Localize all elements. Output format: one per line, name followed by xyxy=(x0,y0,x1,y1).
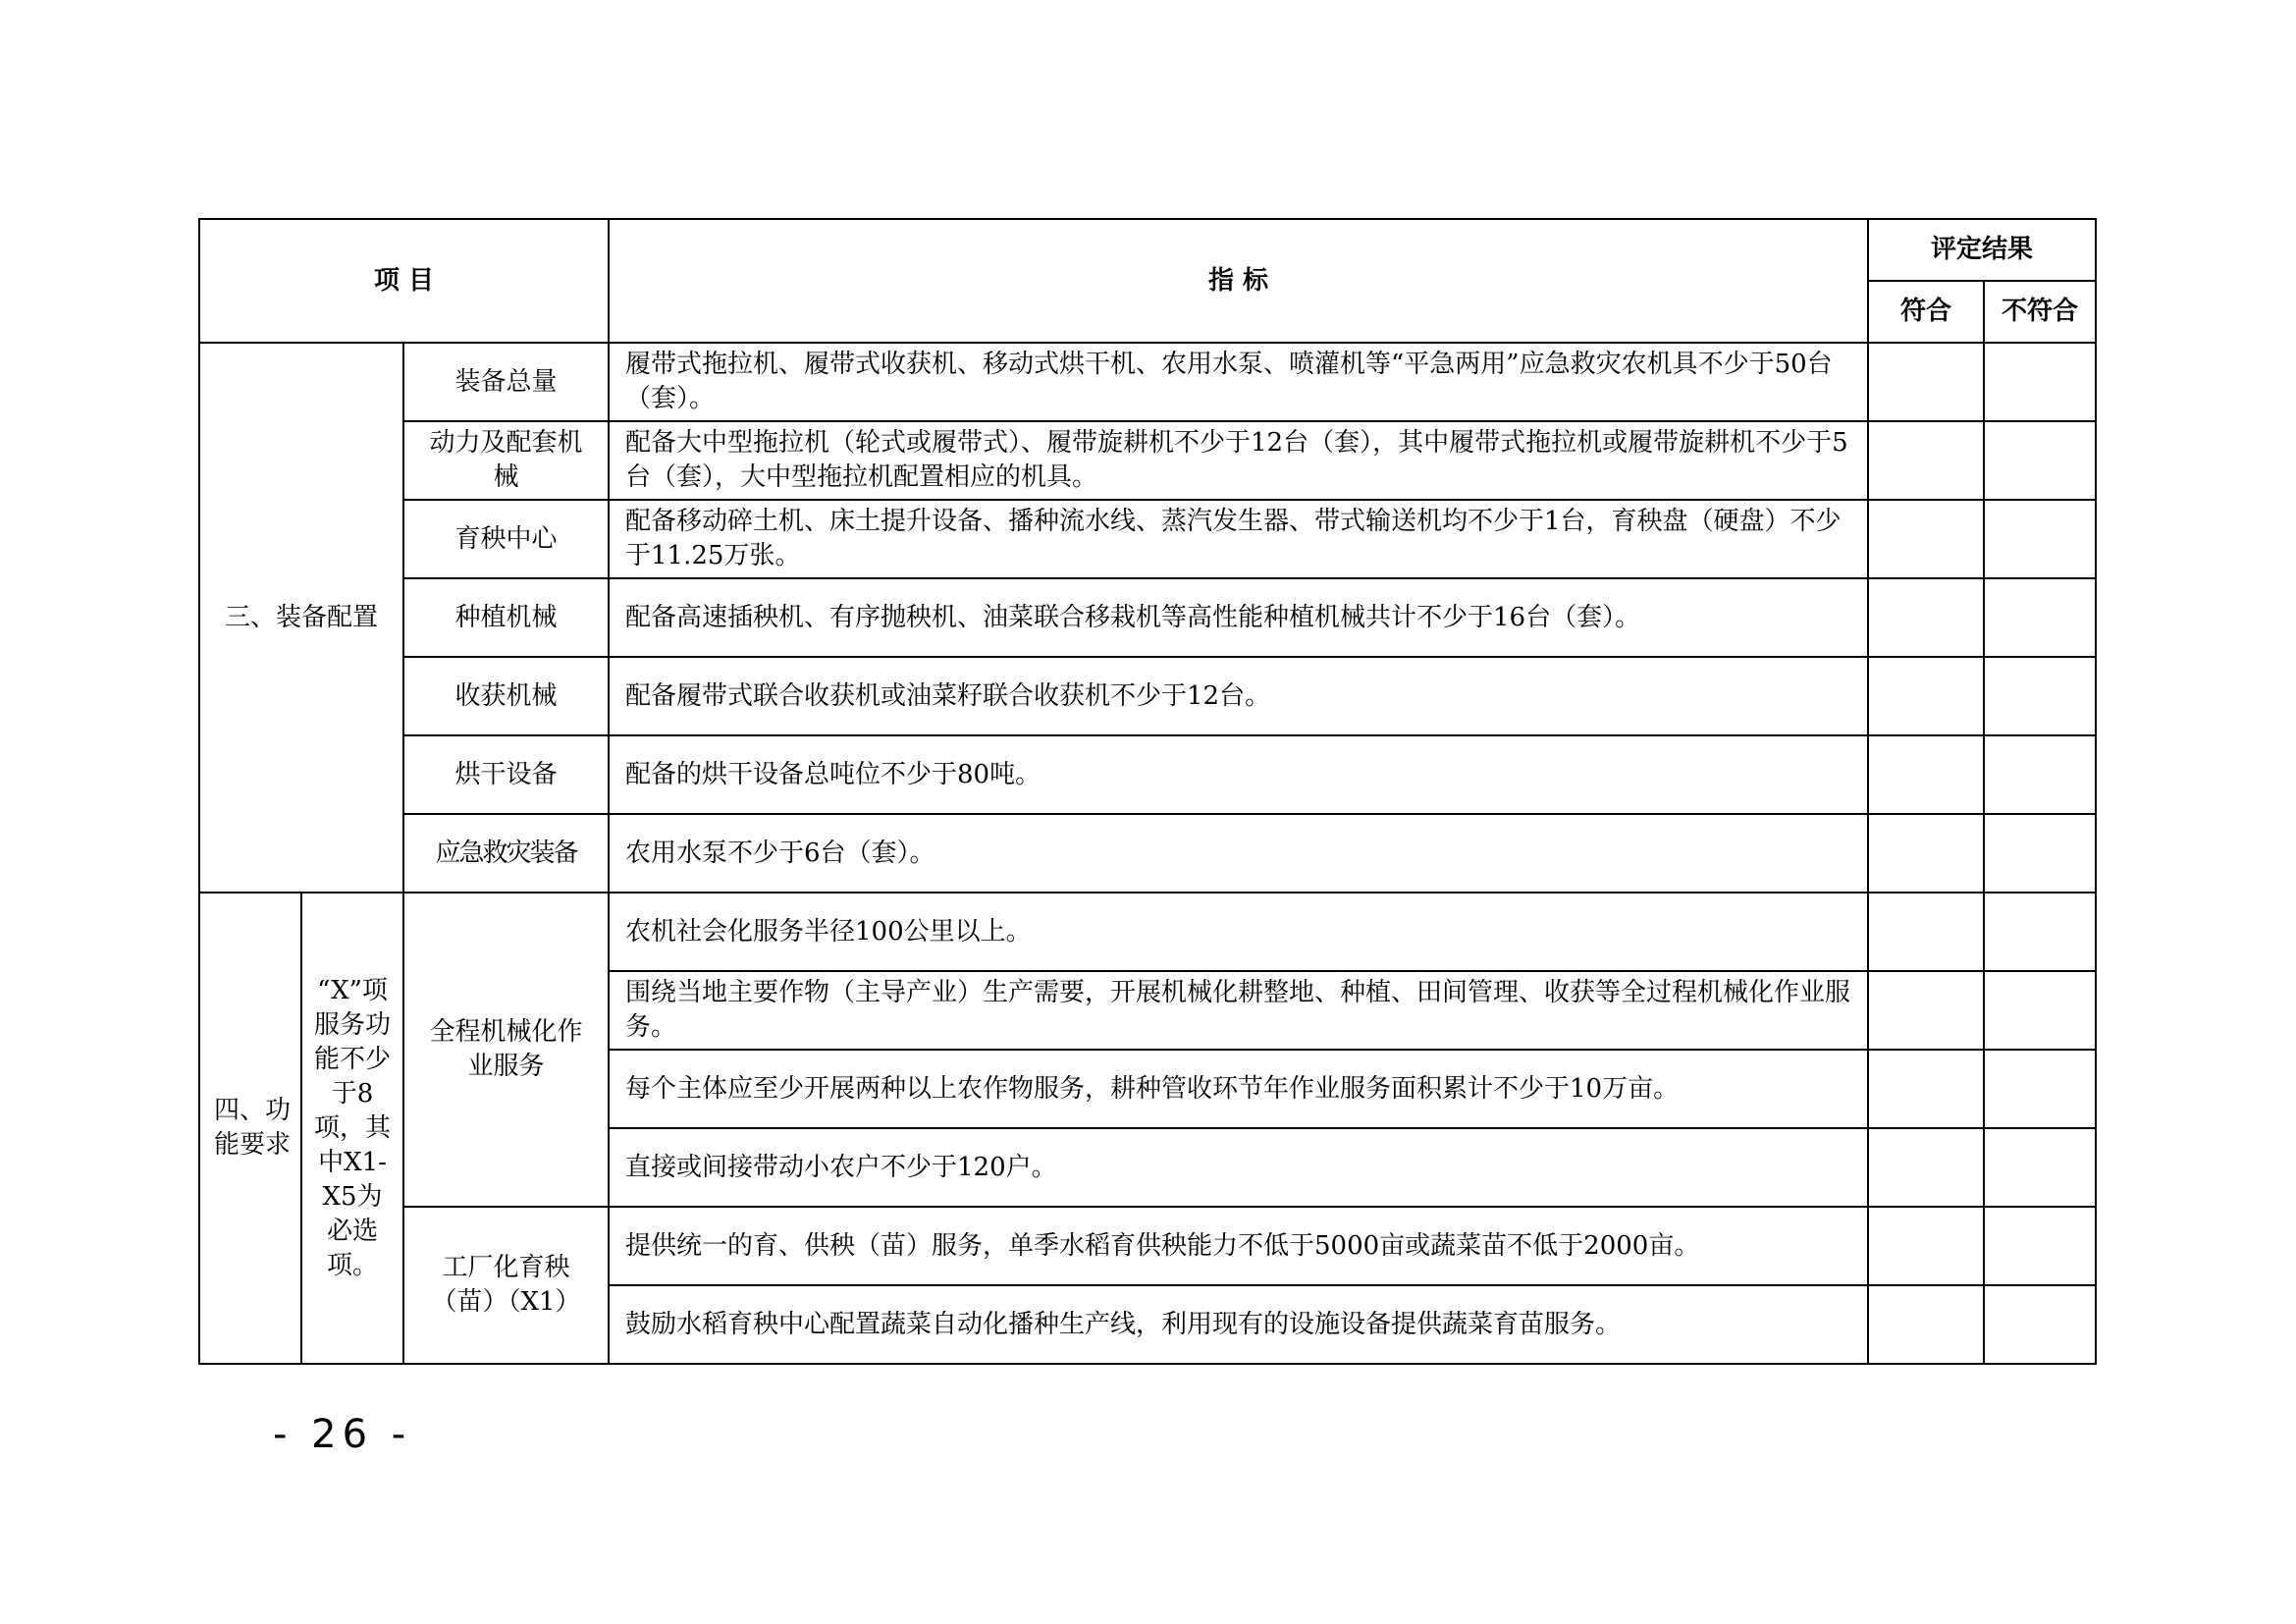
nonconform-checkbox-cell[interactable] xyxy=(1984,1285,2096,1364)
table-row xyxy=(199,421,2096,500)
header-item: 项 目 xyxy=(199,219,609,343)
evaluation-table xyxy=(198,218,2097,1365)
item-cell: 烘干设备 xyxy=(403,735,609,814)
conform-checkbox-cell[interactable] xyxy=(1868,500,1984,578)
table-row xyxy=(199,343,2096,421)
nonconform-checkbox-cell[interactable] xyxy=(1984,578,2096,657)
conform-checkbox-cell[interactable] xyxy=(1868,893,1984,971)
table-row xyxy=(199,893,2096,971)
section-label: 三、装备配置 xyxy=(199,343,403,893)
nonconform-checkbox-cell[interactable] xyxy=(1984,1207,2096,1285)
item-cell: 收获机械 xyxy=(403,657,609,735)
nonconform-checkbox-cell[interactable] xyxy=(1984,735,2096,814)
header-result: 评定结果 xyxy=(1868,219,2096,281)
item-cell: 种植机械 xyxy=(403,578,609,657)
indicator-cell: 提供统一的育、供秧（苗）服务，单季水稻育供秧能力不低于5000亩或蔬菜苗不低于2000亩。 xyxy=(609,1207,1868,1285)
indicator-cell: 配备移动碎土机、床土提升设备、播种流水线、蒸汽发生器、带式输送机均不少于1台，育秧盘（硬盘）不少于11.25万张。 xyxy=(609,500,1868,578)
table-row xyxy=(199,735,2096,814)
indicator-cell: 配备履带式联合收获机或油菜籽联合收获机不少于12台。 xyxy=(609,657,1868,735)
conform-checkbox-cell[interactable] xyxy=(1868,1207,1984,1285)
conform-checkbox-cell[interactable] xyxy=(1868,735,1984,814)
item-cell: 工厂化育秧（苗）（X1） xyxy=(403,1207,609,1364)
item-cell: 育秧中心 xyxy=(403,500,609,578)
header-conform: 符合 xyxy=(1868,281,1984,343)
conform-checkbox-cell[interactable] xyxy=(1868,1050,1984,1128)
table-row xyxy=(199,1207,2096,1285)
nonconform-checkbox-cell[interactable] xyxy=(1984,421,2096,500)
indicator-cell: 配备大中型拖拉机（轮式或履带式）、履带旋耕机不少于12台（套），其中履带式拖拉机或履带旋耕机不少于5台（套），大中型拖拉机配置相应的机具。 xyxy=(609,421,1868,500)
conform-checkbox-cell[interactable] xyxy=(1868,421,1984,500)
table-row xyxy=(199,500,2096,578)
indicator-cell: 农机社会化服务半径100公里以上。 xyxy=(609,893,1868,971)
indicator-cell: 每个主体应至少开展两种以上农作物服务，耕种管收环节年作业服务面积累计不少于10万亩。 xyxy=(609,1050,1868,1128)
header-nonconform: 不符合 xyxy=(1984,281,2096,343)
page-number: - 26 - xyxy=(273,1412,412,1457)
section-label: 四、功能要求 xyxy=(199,893,301,1364)
conform-checkbox-cell[interactable] xyxy=(1868,657,1984,735)
item-cell: 全程机械化作业服务 xyxy=(403,893,609,1207)
indicator-cell: 农用水泵不少于6台（套）。 xyxy=(609,814,1868,893)
nonconform-checkbox-cell[interactable] xyxy=(1984,1128,2096,1207)
indicator-cell: 配备高速插秧机、有序抛秧机、油菜联合移栽机等高性能种植机械共计不少于16台（套）。 xyxy=(609,578,1868,657)
indicator-cell: 履带式拖拉机、履带式收获机、移动式烘干机、农用水泵、喷灌机等“平急两用”应急救灾农机具不少于50台（套）。 xyxy=(609,343,1868,421)
header-row xyxy=(199,219,2096,281)
nonconform-checkbox-cell[interactable] xyxy=(1984,657,2096,735)
conform-checkbox-cell[interactable] xyxy=(1868,971,1984,1050)
indicator-cell: 直接或间接带动小农户不少于120户。 xyxy=(609,1128,1868,1207)
conform-checkbox-cell[interactable] xyxy=(1868,578,1984,657)
conform-checkbox-cell[interactable] xyxy=(1868,1128,1984,1207)
nonconform-checkbox-cell[interactable] xyxy=(1984,1050,2096,1128)
nonconform-checkbox-cell[interactable] xyxy=(1984,971,2096,1050)
table-row xyxy=(199,657,2096,735)
indicator-cell: 围绕当地主要作物（主导产业）生产需要，开展机械化耕整地、种植、田间管理、收获等全过程机械化作业服务。 xyxy=(609,971,1868,1050)
conform-checkbox-cell[interactable] xyxy=(1868,814,1984,893)
nonconform-checkbox-cell[interactable] xyxy=(1984,343,2096,421)
item-cell: 装备总量 xyxy=(403,343,609,421)
x-requirement-note: “X”项服务功能不少于8项，其中X1-X5为必选项。 xyxy=(301,893,403,1364)
table-row xyxy=(199,814,2096,893)
item-cell: 应急救灾装备 xyxy=(403,814,609,893)
nonconform-checkbox-cell[interactable] xyxy=(1984,893,2096,971)
indicator-cell: 鼓励水稻育秧中心配置蔬菜自动化播种生产线，利用现有的设施设备提供蔬菜育苗服务。 xyxy=(609,1285,1868,1364)
table-row xyxy=(199,578,2096,657)
item-cell: 动力及配套机械 xyxy=(403,421,609,500)
nonconform-checkbox-cell[interactable] xyxy=(1984,814,2096,893)
header-indicator: 指 标 xyxy=(609,219,1868,343)
conform-checkbox-cell[interactable] xyxy=(1868,1285,1984,1364)
nonconform-checkbox-cell[interactable] xyxy=(1984,500,2096,578)
indicator-cell: 配备的烘干设备总吨位不少于80吨。 xyxy=(609,735,1868,814)
conform-checkbox-cell[interactable] xyxy=(1868,343,1984,421)
